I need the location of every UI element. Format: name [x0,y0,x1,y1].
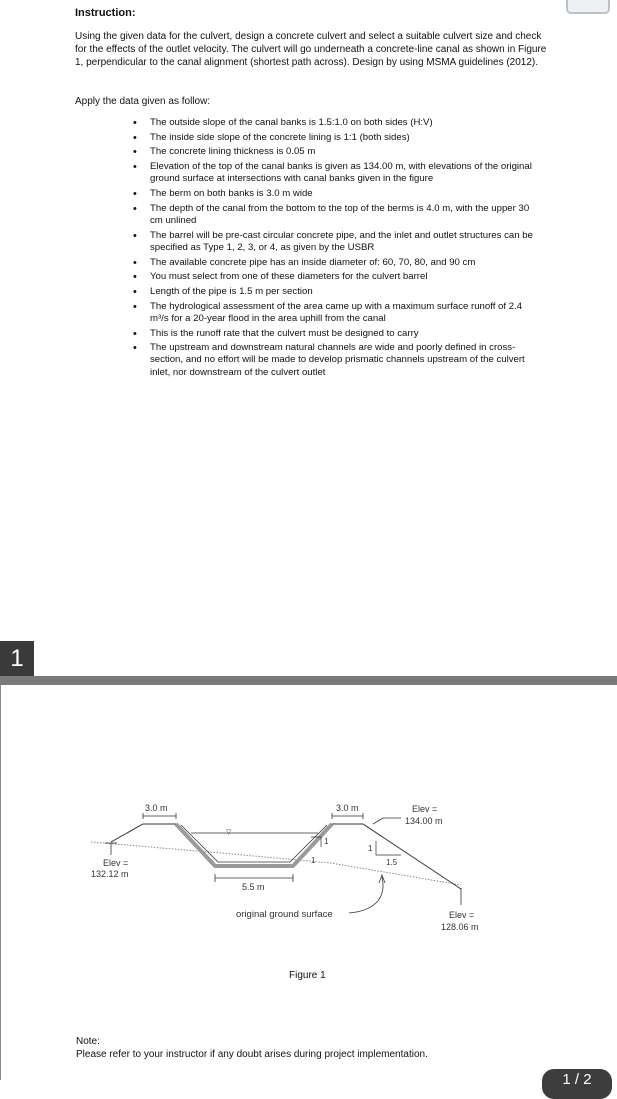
outer-slope-triangle [376,841,401,855]
page-separator [0,676,617,685]
ground-surface-label: original ground surface [236,909,333,920]
inner-slope-label-b: 1 [311,856,316,865]
inner-slope-label-a: 1 [324,837,329,846]
list-item: • The inside side slope of the concrete lining is 1:1 (both sides) [130,132,540,144]
left-elevation-value: 132.12 m [91,869,129,879]
left-bank-outline [111,824,176,842]
note-label: Note: [76,1036,100,1047]
canal-lining-inner [181,825,327,862]
right-elevation-value: 128.06 m [441,922,479,932]
list-item: • The barrel will be pre-cast circular concrete pipe, and the inlet and outlet structures can be specified as Type 1, 2, 3, or 4, as given by the USBR [130,230,540,254]
design-data-list [130,117,540,381]
right-bank-outline [332,824,461,889]
bottom-width-label: 5.5 m [242,882,265,892]
outer-slope-label-h: 1.5 [386,858,398,867]
ground-surface-leader [349,877,383,913]
page-number-badge: 1 [0,641,34,676]
list-item: • You must select from one of these diameters for the culvert barrel [130,271,540,283]
top-elevation-label: Elev = [412,804,438,814]
page-indicator: 1 / 2 [542,1069,612,1099]
list-item: • Length of the pipe is 1.5 m per section [130,286,540,298]
top-elevation-marker [373,818,401,824]
document-page-2 [0,685,617,1088]
book-view-icon[interactable] [566,0,610,14]
left-elevation-label: Elev = [103,858,129,868]
canal-cross-section-figure [1,685,617,1080]
berm-left-label: 3.0 m [145,803,168,813]
note-text: Please refer to your instructor if any doubt arises during project implementation. [76,1049,428,1060]
figure-caption: Figure 1 [289,970,326,981]
list-item: • The available concrete pipe has an inside diameter of: 60, 70, 80, and 90 cm [130,257,540,269]
list-item: • Elevation of the top of the canal banks is given as 134.00 m, with elevations of the original ground surface at intersections with canal banks given in the figure [130,161,540,185]
outer-slope-label-v: 1 [368,844,373,853]
list-item: • The upstream and downstream natural channels are wide and poorly defined in cross-section, and no effort will be made to develop prismatic channels upstream of the culvert inlet, nor downstream of the culvert outlet [130,342,540,379]
list-item: • The concrete lining thickness is 0.05 m [130,146,540,158]
intro-paragraph: Using the given data for the culvert, design a concrete culvert and select a suitable culvert size and check for the effects of the outlet velocity. The culvert will go underneath a concrete-line canal as shown in Figure 1, perpendicular to the canal alignment (shortest path across). Design by using MSMA guidelines (2012). [75,31,547,69]
list-item: • The outside slope of the canal banks is 1.5:1.0 on both sides (H:V) [130,117,540,129]
instruction-heading: Instruction: [75,7,136,19]
list-item: • The depth of the canal from the bottom to the top of the berms is 4.0 m, with the upper 30 cm unlined [130,203,540,227]
water-level-icon: ▽ [226,829,232,836]
list-item: • The hydrological assessment of the area came up with a maximum surface runoff of 2.4 m³/s for a 20-year flood in the area uphill from the canal [130,301,540,325]
list-item: • This is the runoff rate that the culvert must be designed to carry [130,328,540,340]
right-elevation-label: Elev = [449,910,475,920]
top-elevation-value: 134.00 m [405,816,443,826]
list-item: • The berm on both banks is 3.0 m wide [130,188,540,200]
berm-right-label: 3.0 m [336,803,359,813]
apply-data-text: Apply the data given as follow: [75,96,211,107]
canal-lining [176,824,332,866]
ground-surface-line [91,842,461,885]
